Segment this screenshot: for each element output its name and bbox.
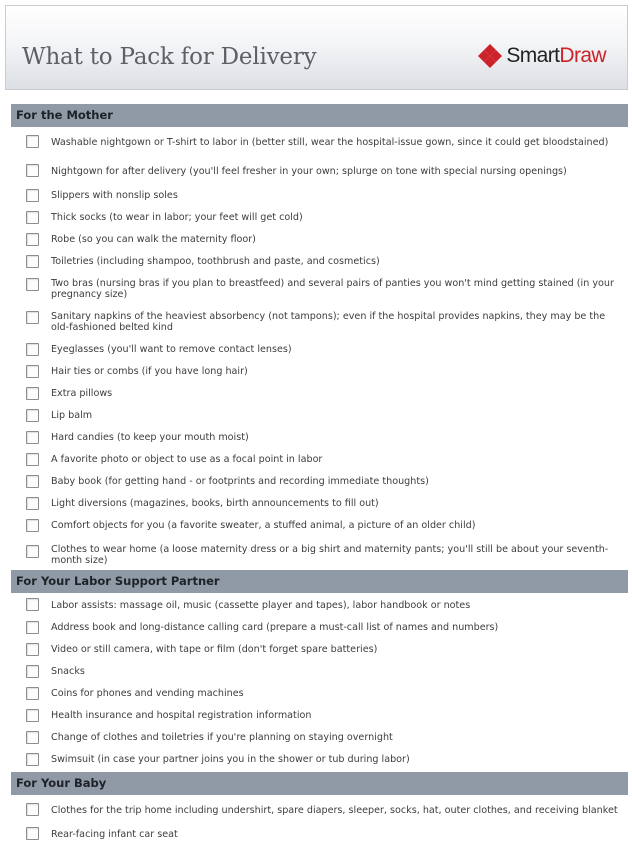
page-header [5,5,628,90]
list-item [11,727,628,749]
item-text: Nightgown for after delivery (you'll feel fresher in your own; splurge on tone with special nursing openings) [51,166,567,177]
logo-text: SmartDraw [506,44,606,67]
checkbox[interactable] [26,211,39,224]
checkbox[interactable] [26,409,39,422]
section-heading: For the Mother [11,104,628,127]
item-text: Hair ties or combs (if you have long hair) [51,366,248,377]
checkbox[interactable] [26,643,39,656]
checkbox[interactable] [26,621,39,634]
item-text: Lip balm [51,410,93,421]
item-text: Washable nightgown or T-shirt to labor in (better still, wear the hospital-issue gown, since it could get bloodstained) [51,137,609,148]
smartdraw-diamond-icon [478,44,502,68]
item-text: Health insurance and hospital registration information [51,710,312,721]
checkbox[interactable] [26,803,39,816]
checkbox[interactable] [26,189,39,202]
list-item [11,639,628,661]
list-item [11,185,628,207]
checkbox[interactable] [26,311,39,324]
item-text: Labor assists: massage oil, music (cassette player and tapes), labor handbook or notes [51,600,471,611]
checkbox[interactable] [26,665,39,678]
item-text: Thick socks (to wear in labor; your feet will get cold) [51,212,303,223]
list-item [11,361,628,383]
item-text: Extra pillows [51,388,113,399]
item-text: Comfort objects for you (a favorite sweater, a stuffed animal, a picture of an older child) [51,520,476,531]
list-item [11,251,628,273]
item-text: Toiletries (including shampoo, toothbrush and paste, and cosmetics) [51,256,380,267]
list-item [11,705,628,727]
item-text: A favorite photo or object to use as a focal point in labor [51,454,323,465]
list-item [11,127,628,156]
checkbox[interactable] [26,519,39,532]
list-item [11,306,628,339]
list-item [11,617,628,639]
list-item [11,537,628,570]
checkbox[interactable] [26,475,39,488]
item-text: Robe (so you can walk the maternity floor) [51,234,256,245]
list-item [11,823,628,847]
section-partner [11,570,628,772]
list-item [11,405,628,427]
list-item [11,795,628,823]
list-item [11,449,628,471]
item-text: Light diversions (magazines, books, birth announcements to fill out) [51,498,379,509]
list-item [11,427,628,449]
page-title: What to Pack for Delivery [22,44,317,70]
checkbox[interactable] [26,164,39,177]
checkbox[interactable] [26,545,39,558]
item-text: Sanitary napkins of the heaviest absorbency (not tampons); even if the hospital provides napkins, they may be the old-fashioned belted kind [51,311,606,333]
item-text: Slippers with nonslip soles [51,190,178,201]
checkbox[interactable] [26,709,39,722]
list-item [11,661,628,683]
checkbox[interactable] [26,827,39,840]
item-text: Change of clothes and toiletries if you're planning on staying overnight [51,732,393,743]
section-mother [11,104,628,570]
list-item [11,156,628,185]
checklist [11,104,628,847]
checkbox[interactable] [26,598,39,611]
list-item [11,749,628,772]
checkbox[interactable] [26,233,39,246]
checkbox[interactable] [26,365,39,378]
checkbox[interactable] [26,431,39,444]
item-text: Video or still camera, with tape or film (don't forget spare batteries) [51,644,378,655]
item-text: Address book and long-distance calling card (prepare a must-call list of names and numbers) [51,622,499,633]
smartdraw-logo [478,44,606,68]
checkbox[interactable] [26,753,39,766]
checkbox[interactable] [26,497,39,510]
item-text: Snacks [51,666,85,677]
item-text: Two bras (nursing bras if you plan to breastfeed) and several pairs of panties you won't mind getting stained (in your pregnancy size) [51,278,614,300]
item-text: Hard candies (to keep your mouth moist) [51,432,249,443]
checkbox[interactable] [26,278,39,291]
checkbox[interactable] [26,135,39,148]
checkbox[interactable] [26,731,39,744]
item-text: Swimsuit (in case your partner joins you in the shower or tub during labor) [51,754,410,765]
section-heading: For Your Labor Support Partner [11,570,628,593]
checkbox[interactable] [26,387,39,400]
item-text: Coins for phones and vending machines [51,688,244,699]
list-item [11,515,628,537]
list-item [11,229,628,251]
list-item [11,339,628,361]
list-item [11,683,628,705]
item-text: Clothes for the trip home including undershirt, spare diapers, sleeper, socks, hat, outer clothes, and receiving blanket [51,805,618,816]
checkbox[interactable] [26,343,39,356]
section-baby [11,772,628,847]
list-item [11,207,628,229]
item-text: Baby book (for getting hand - or footprints and recording immediate thoughts) [51,476,429,487]
list-item [11,493,628,515]
item-text: Clothes to wear home (a loose maternity dress or a big shirt and maternity pants; you'll still be about your seventh-month size) [51,544,609,566]
checkbox[interactable] [26,687,39,700]
checkbox[interactable] [26,453,39,466]
list-item [11,471,628,493]
item-text: Eyeglasses (you'll want to remove contact lenses) [51,344,292,355]
list-item [11,383,628,405]
list-item [11,593,628,617]
section-heading: For Your Baby [11,772,628,795]
list-item [11,273,628,306]
checkbox[interactable] [26,255,39,268]
item-text: Rear-facing infant car seat [51,829,178,840]
